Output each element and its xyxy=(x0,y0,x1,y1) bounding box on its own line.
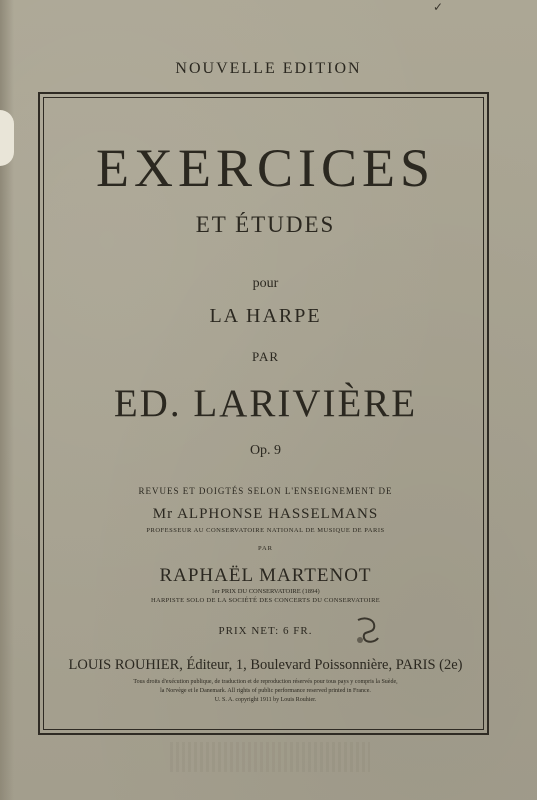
par-small: PAR xyxy=(257,545,274,552)
publisher: LOUIS ROUHIER, Éditeur, 1, Boulevard Poissonnière, PARIS (2e) xyxy=(68,657,463,673)
edition-heading: NOUVELLE EDITION xyxy=(175,60,362,77)
rights-notice xyxy=(40,678,491,705)
editor-name: ALPHONSE HASSELMANS xyxy=(177,506,379,522)
paper-tear xyxy=(0,110,14,166)
rights-line-2: la Norvège et le Danemark. All rights of public performance reserved printed in France. xyxy=(160,688,371,694)
price: PRIX NET: 6 FR. xyxy=(218,625,313,637)
revision-line: REVUES ET DOIGTÉS SELON L'ENSEIGNEMENT DE xyxy=(138,486,393,496)
title-frame xyxy=(38,92,489,735)
rights-line-3: U. S. A. copyright 1911 by Louis Rouhier. xyxy=(214,697,317,703)
par-text: PAR xyxy=(251,349,280,364)
faded-stamp xyxy=(170,742,370,772)
editor-line xyxy=(40,506,491,523)
ownership-stamp-icon xyxy=(352,614,382,648)
subtitle: ET ÉTUDES xyxy=(195,212,336,237)
title: EXERCICES xyxy=(95,138,436,198)
reviser-name: RAPHAËL MARTENOT xyxy=(159,565,372,586)
pour-text: pour xyxy=(252,276,279,291)
composer: ED. LARIVIÈRE xyxy=(113,382,418,425)
reviser-prize: 1er PRIX DU CONSERVATOIRE (1894) xyxy=(211,588,320,595)
rights-line-1: Tous droits d'exécution publique, de traduction et de reproduction réservés pour tous pays y compris la Suède, xyxy=(133,679,398,685)
pencil-mark: ✓ xyxy=(433,0,444,14)
opus: Op. 9 xyxy=(249,443,282,458)
editor-prefix: Mr xyxy=(152,506,174,522)
editor-title: PROFESSEUR AU CONSERVATOIRE NATIONAL DE MUSIQUE DE PARIS xyxy=(146,527,385,534)
instrument: LA HARPE xyxy=(209,305,322,327)
reviser-role: HARPISTE SOLO DE LA SOCIÉTÉ DES CONCERTS DU CONSERVATOIRE xyxy=(150,597,381,604)
